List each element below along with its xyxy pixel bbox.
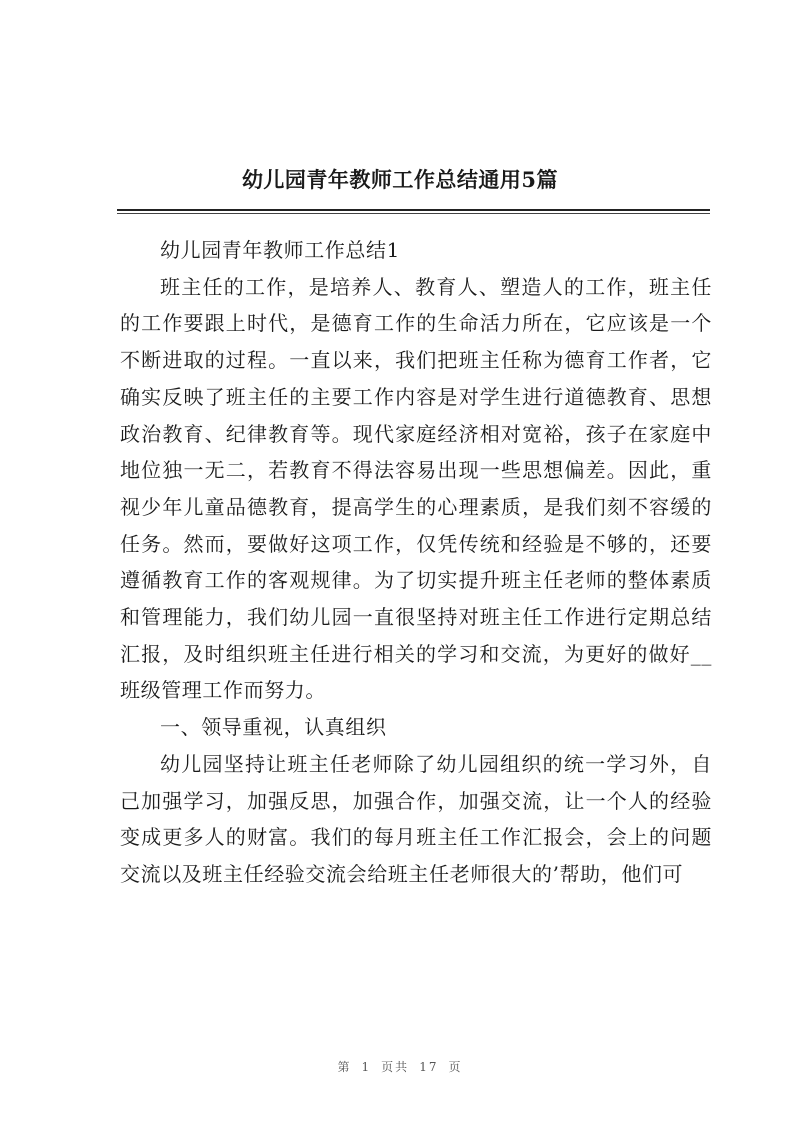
footer-total-pages: 17 — [419, 1060, 439, 1074]
page-title: 幼儿园青年教师工作总结通用5篇 — [241, 167, 559, 192]
footer-current-page: 1 — [361, 1060, 372, 1074]
subsection-heading: 一、领导重视，认真组织 — [160, 715, 387, 740]
body-paragraph: 班主任的工作，是培养人、教育人、塑造人的工作，班主任的工作要跟上时代，是德育工作的生命活力所在，它应该是一个不断进取的过程。一直以来，我们把班主任称为德育工作者，它确实反映了班主任的主要工作内容是对学生进行道德教育、思想政治教育、纪律教育等。现代家庭经济相对宽裕，孩子在家庭中地位独一无二，若教育不得法容易出现一些思想偏差。因此，重视少年儿童品德教育，提高学生的心理素质，是我们刻不容缓的任务。然而，要做好这项工作，仅凭传统和经验是不够的，还要遵循教育工作的客观规律。为了切实提升班主任老师的整体素质和管理能力，我们幼儿园一直很坚持对班主任工作进行定期总结汇报，及时组织班主任进行相关的学习和交流，为更好的做好__班级管理工作而努力。 — [120, 274, 712, 703]
page-number-footer — [0, 1058, 800, 1075]
footer-label-pages: 页 — [448, 1060, 463, 1074]
title-divider — [117, 209, 710, 211]
footer-label-of: 页共 — [381, 1060, 410, 1074]
footer-label-page: 第 — [337, 1060, 352, 1074]
section-heading: 幼儿园青年教师工作总结1 — [160, 238, 400, 262]
document-body — [120, 232, 712, 893]
title-divider-thin — [117, 213, 710, 214]
body-paragraph: 幼儿园坚持让班主任老师除了幼儿园组织的统一学习外，自己加强学习，加强反思，加强合作，加强交流，让一个人的经验变成更多人的财富。我们的每月班主任工作汇报会，会上的问题交流以及班主任经验交流会给班主任老师很大的’帮助，他们可 — [120, 751, 712, 886]
